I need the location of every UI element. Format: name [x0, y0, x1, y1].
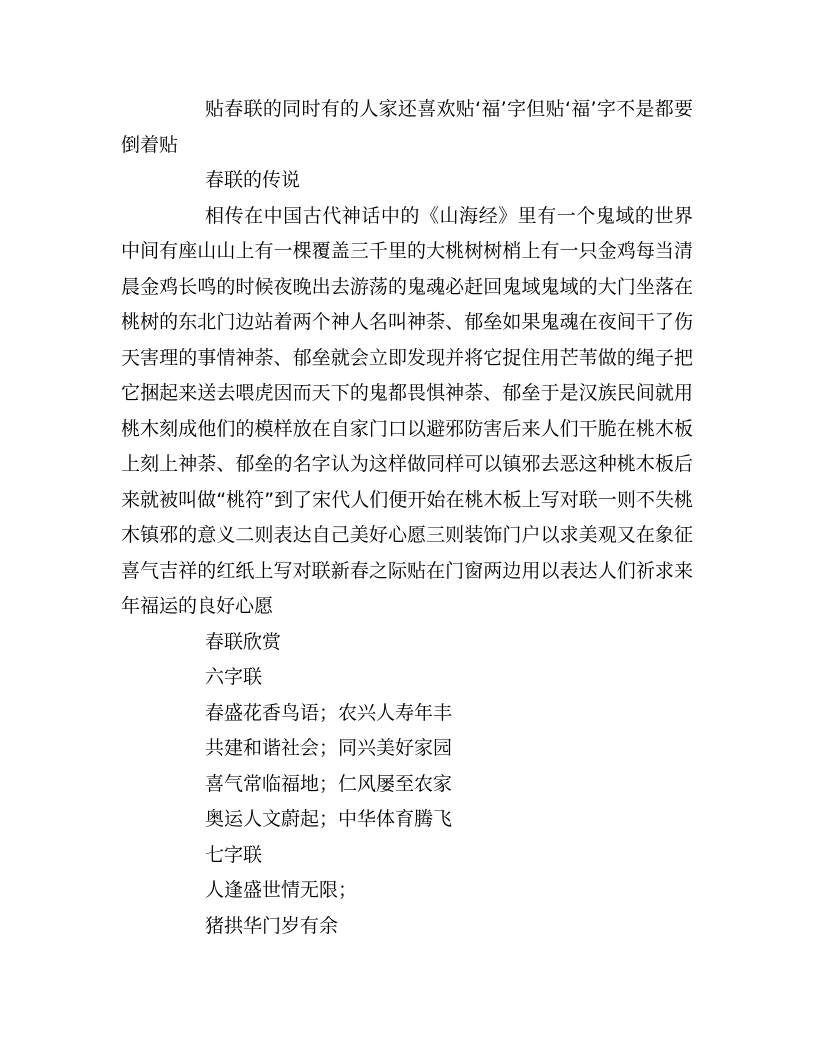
seven-char-heading: 七字联: [205, 843, 263, 866]
legend-paragraph: 相传在中国古代神话中的《山海经》里有一个鬼域的世界中间有座山山上有一棵覆盖三千里的大桃树树梢上有一只金鸡每当清晨金鸡长鸣的时候夜晚出去游荡的鬼魂必赶回鬼域鬼域的大门坐落在桃树的东北门边站着两个神人名叫神荼、郁垒如果鬼魂在夜间干了伤天害理的事情神荼、郁垒就会立即发现并将它捉住用芒苇做的绳子把它捆起来送去喂虎因而天下的鬼都畏惧神荼、郁垒于是汉族民间就用桃木刻成他们的模样放在自家门口以避邪防害后来人们干脆在桃木板上刻上神荼、郁垒的名字认为这样做同样可以镇邪去恶这种桃木板后来就被叫做“桃符”到了宋代人们便开始在桃木板上写对联一则不失桃木镇邪的意义二则表达自己美好心愿三则装饰门户以求美观又在象征喜气吉祥的红纸上写对联新春之际贴在门窗两边用以表达人们祈求来年福运的良好心愿: [121, 204, 693, 617]
couplet-line: 奥运人文蔚起；中华体育腾飞: [205, 808, 453, 830]
appreciation-heading: 春联欣赏: [205, 630, 282, 653]
couplet-line: 喜气常临福地；仁风屡至农家: [205, 772, 453, 795]
couplet-line: 共建和谐社会；同兴美好家园: [205, 737, 453, 759]
legend-heading: 春联的传说: [205, 169, 301, 191]
couplet-line: 猪拱华门岁有余: [205, 914, 339, 937]
document-body: [121, 92, 693, 944]
couplet-line: 春盛花香鸟语；农兴人寿年丰: [205, 701, 453, 724]
couplet-line: 人逢盛世情无限；: [205, 879, 358, 901]
six-char-heading: 六字联: [205, 666, 263, 688]
intro-paragraph: 贴春联的同时有的人家还喜欢贴‘福’字但贴‘福’字不是都要倒着贴: [121, 98, 693, 156]
